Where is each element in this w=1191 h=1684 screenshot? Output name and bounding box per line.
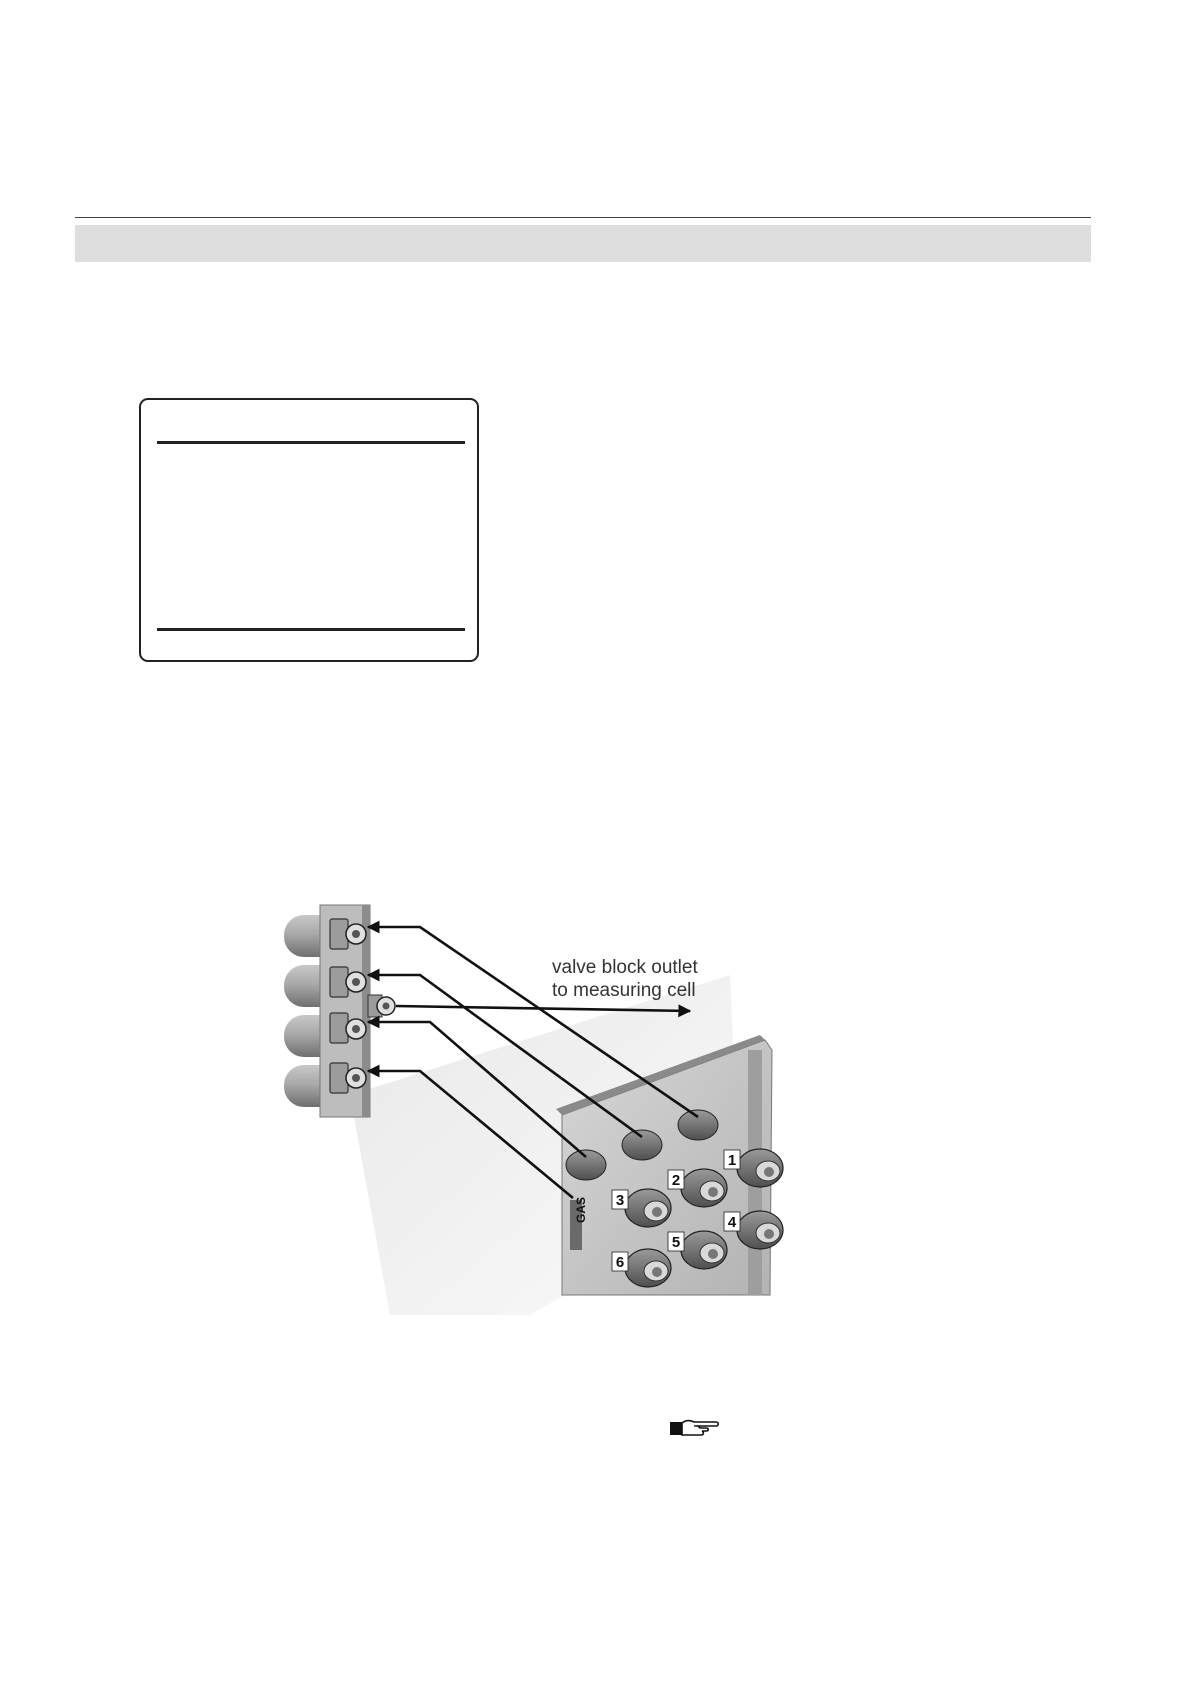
info-box-top-rule <box>157 441 465 444</box>
valve-block-diagram <box>270 895 810 1315</box>
port-label-2: 2 <box>671 1172 681 1189</box>
outlet-label-line2: to measuring cell <box>552 980 696 1001</box>
header-rule <box>75 217 1091 218</box>
port-label-5: 5 <box>671 1234 681 1251</box>
port-label-4: 4 <box>727 1214 737 1231</box>
gas-label: GAS <box>574 1196 588 1223</box>
section-heading-bar <box>75 225 1091 262</box>
info-box-bottom-rule <box>157 628 465 631</box>
outlet-label-line1: valve block outlet <box>552 957 698 978</box>
port-label-6: 6 <box>615 1254 625 1271</box>
pointing-hand-icon <box>668 1417 720 1439</box>
port-label-3: 3 <box>615 1192 625 1209</box>
valve-block <box>284 905 395 1117</box>
port-label-1: 1 <box>727 1152 737 1169</box>
info-box <box>139 398 479 662</box>
